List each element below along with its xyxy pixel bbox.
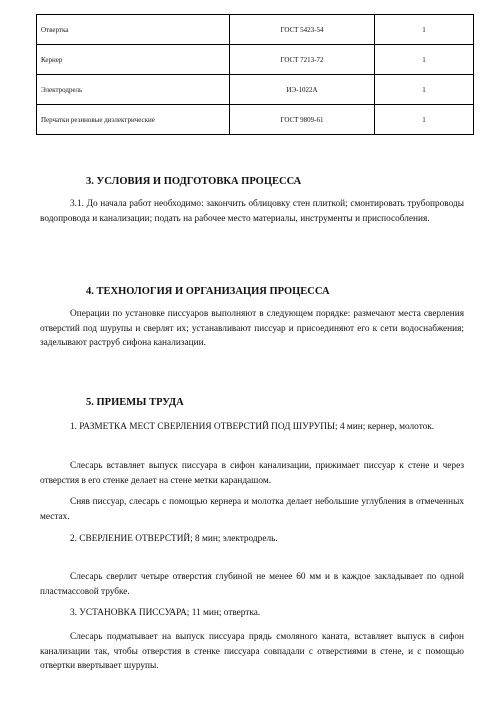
step-2-title: 2. СВЕРЛЕНИЕ ОТВЕРСТИЙ; 8 мин; электродрель.	[70, 534, 278, 544]
table-row	[37, 15, 474, 45]
tool-standard-cell: ИЭ-1022А	[230, 75, 375, 105]
table-row	[37, 75, 474, 105]
tool-name-cell: Кернер	[37, 45, 230, 75]
section-3-paragraph: 3.1. До начала работ необходимо: закончить облицовку стен плиткой; смонтировать трубопроводы водопровода и канализации; подать на рабочее место материалы, инструменты и приспособления.	[40, 199, 464, 224]
tools-table	[36, 14, 474, 135]
section-5-heading: 5. ПРИЕМЫ ТРУДА	[86, 397, 184, 408]
step-3-paragraph: Слесарь подматывает на выпуск писсуара прядь смоляного каната, вставляет выпуск в сифон канализации так, чтобы отверстия в стенке писсуара совпадали с отверстиями в стене, и с помощью отвертки ввертывает шурупы.	[40, 632, 464, 671]
table-row	[37, 45, 474, 75]
table-row	[37, 105, 474, 135]
tool-qty-cell: 1	[375, 15, 474, 45]
tool-qty-cell: 1	[375, 105, 474, 135]
step-2-paragraph: Слесарь сверлит четыре отверстия глубиной не менее 60 мм и в каждое закладывает по одной пластмассовой трубке.	[40, 572, 464, 597]
step-1-paragraph-1: Слесарь вставляет выпуск писсуара в сифон канализации, прижимает писсуар к стене и через отверстия в его стенке делает на стене метки карандашом.	[40, 461, 464, 486]
tool-name-cell: Перчатки резиновые диэлектрические	[37, 105, 230, 135]
tool-qty-cell: 1	[375, 45, 474, 75]
tool-standard-cell: ГОСТ 7213-72	[230, 45, 375, 75]
section-4-heading: 4. ТЕХНОЛОГИЯ И ОРГАНИЗАЦИЯ ПРОЦЕССА	[86, 286, 330, 297]
step-1-title: 1. РАЗМЕТКА МЕСТ СВЕРЛЕНИЯ ОТВЕРСТИЙ ПОД ШУРУПЫ; 4 мин; кернер, молоток.	[70, 422, 435, 432]
step-3-title: 3. УСТАНОВКА ПИССУАРА; 11 мин; отвертка.	[70, 608, 261, 618]
step-1-paragraph-2: Сняв писсуар, слесарь с помощью кернера и молотка делает небольшие углубления в отмеченных местах.	[40, 497, 464, 522]
section-4-paragraph: Операции по установке писсуаров выполняют в следующем порядке: размечают места сверления отверстий под шурупы и сверлят их; устанавливают писсуар и присоединяют его к сети водоснабжения; заделывают раструб сифона канализации.	[40, 309, 464, 348]
tool-qty-cell: 1	[375, 75, 474, 105]
tool-standard-cell: ГОСТ 9809-61	[230, 105, 375, 135]
tool-name-cell: Отвертка	[37, 15, 230, 45]
section-3-heading: 3. УСЛОВИЯ И ПОДГОТОВКА ПРОЦЕССА	[86, 176, 302, 187]
tool-name-cell: Электродрель	[37, 75, 230, 105]
tool-standard-cell: ГОСТ 5423-54	[230, 15, 375, 45]
